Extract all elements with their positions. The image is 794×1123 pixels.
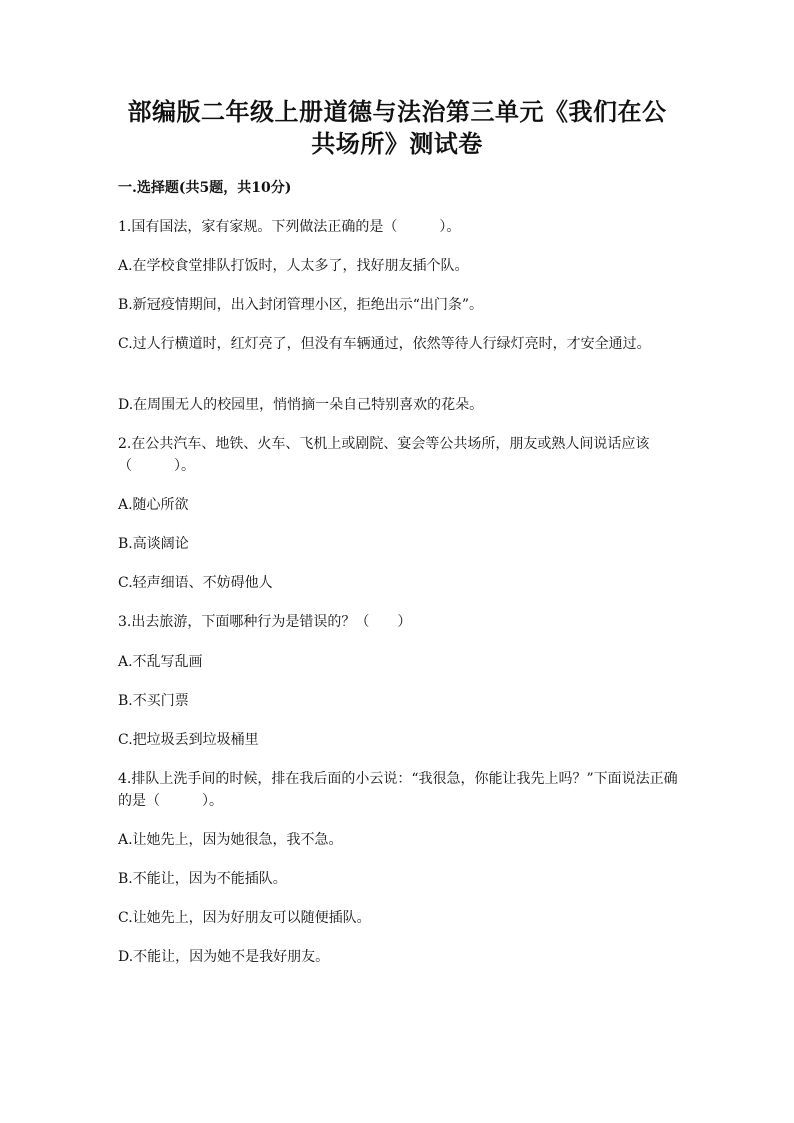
question-1-option-d: D.在周围无人的校园里，悄悄摘一朵自己特别喜欢的花朵。	[118, 397, 484, 413]
question-4-stem: 4.排队上洗手间的时候，排在我后面的小云说：“我很急，你能让我先上吗？”下面说法正确的是（ ）。	[118, 771, 678, 809]
question-1-stem: 1.国有国法，家有家规。下列做法正确的是（ ）。	[118, 219, 461, 235]
question-3-option-a: A.不乱写乱画	[118, 654, 203, 670]
page-title-line-1: 部编版二年级上册道德与法治第三单元《我们在公	[127, 97, 667, 126]
section-heading: 一.选择题(共5题，共10分)	[118, 180, 292, 196]
question-3-option-c: C.把垃圾丢到垃圾桶里	[118, 732, 259, 748]
question-1-option-b: B.新冠疫情期间，出入封闭管理小区，拒绝出示“出门条”。	[118, 297, 484, 313]
question-1-option-c: C.过人行横道时，红灯亮了，但没有车辆通过，依然等待人行绿灯亮时，才安全通过。	[118, 336, 651, 352]
question-4-option-d: D.不能让，因为她不是我好朋友。	[118, 949, 330, 965]
question-4-option-a: A.让她先上，因为她很急，我不急。	[118, 832, 343, 848]
question-3-stem: 3.出去旅游，下面哪种行为是错误的？（ ）	[118, 614, 412, 630]
question-2-stem: 2.在公共汽车、地铁、火车、飞机上或剧院、宴会等公共场所，朋友或熟人间说话应该（ ）。	[118, 436, 650, 474]
page-title-line-2: 共场所》测试卷	[311, 129, 483, 158]
question-1-option-a: A.在学校食堂排队打饭时，人太多了，找好朋友插个队。	[118, 258, 469, 274]
question-2-option-c: C.轻声细语、不妨碍他人	[118, 575, 273, 591]
page-title	[110, 96, 684, 160]
question-4-option-c: C.让她先上，因为好朋友可以随便插队。	[118, 910, 371, 926]
question-4-option-b: B.不能让，因为不能插队。	[118, 871, 287, 887]
question-2-option-a: A.随心所欲	[118, 497, 189, 513]
question-2-option-b: B.高谈阔论	[118, 536, 189, 552]
question-3-option-b: B.不买门票	[118, 693, 189, 709]
